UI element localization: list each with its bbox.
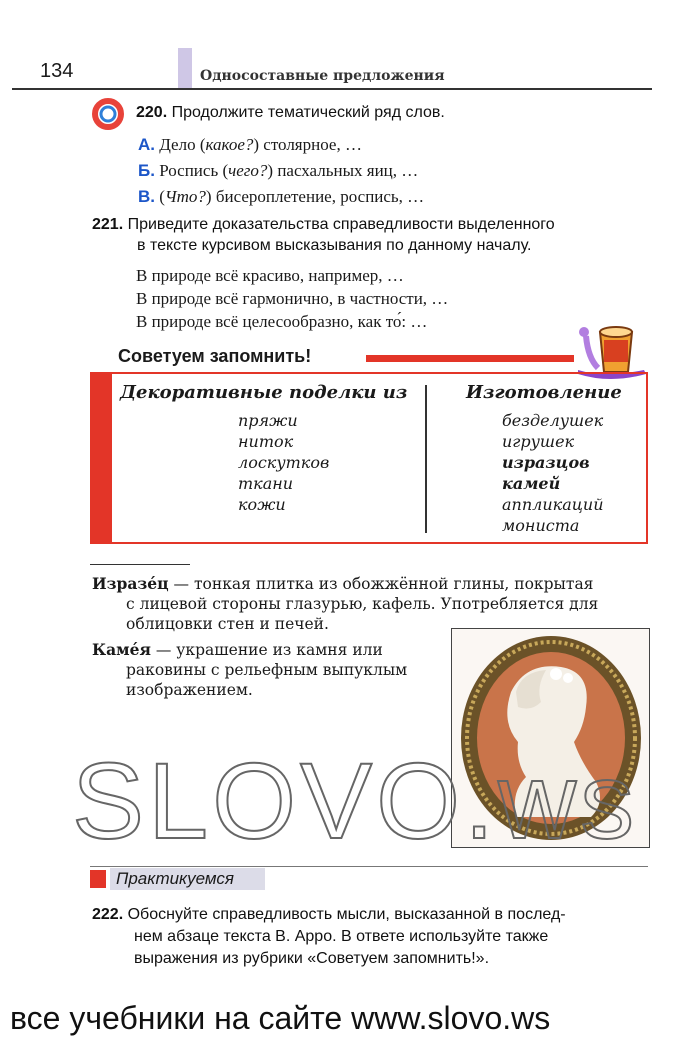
exercise-222-line3: выражения из рубрики «Советуем запомнить!». (134, 950, 490, 967)
memo-right-item: мониста (502, 516, 580, 535)
memo-left-item: пряжи (238, 411, 298, 430)
ex220-c-question: Что? (164, 187, 206, 206)
exercise-222-text1: Обоснуйте справедливость мысли, высказанной в послед- (127, 906, 566, 923)
ex221-line-1: В природе всё красиво, например, … (136, 266, 404, 285)
ex220-a-text1: Дело ( (159, 135, 206, 154)
letter-b: Б. (138, 161, 155, 180)
footer-site-caption: все учебники на сайте www.slovo.ws (10, 1000, 551, 1036)
exercise-222-line2: нем абзаце текста В. Арро. В ответе используйте также (134, 928, 549, 945)
page-number: 134 (40, 60, 74, 82)
izrazets-line2: с лицевой стороны глазурью, кафель. Употребляется для (126, 595, 599, 613)
section-title: Односоставные предложения (200, 68, 445, 84)
memo-left-heading: Декоративные поделки из (120, 382, 408, 403)
kameya-line2: раковины с рельефным выпуклым (126, 661, 408, 679)
exercise-220-heading (136, 104, 445, 122)
exercise-220-number: 220. (136, 104, 168, 121)
ex220-b-text2: ) пасхальных яиц, … (267, 161, 419, 180)
ex220-c-text1: ( (159, 187, 165, 206)
definitions-rule (90, 564, 190, 565)
slovo-watermark: SLOVO.ws (72, 740, 639, 861)
ex220-a-text2: ) столярное, … (253, 135, 362, 154)
ex220-line-a (138, 134, 362, 156)
izrazets-line3: облицовки стен и печей. (126, 615, 329, 633)
exercise-221-heading (92, 216, 652, 234)
practice-square (90, 870, 106, 888)
memo-right-item: безделушек (502, 411, 604, 430)
definition-izrazets (92, 574, 652, 634)
term-kameya: Каме́я (92, 640, 151, 659)
ex220-c-text2: ) бисероплетение, роспись, … (205, 187, 425, 206)
memo-left-item: лоскутков (238, 453, 330, 472)
memo-right-heading: Изготовление (466, 382, 622, 403)
memo-right-list (502, 410, 604, 536)
ex221-line-2: В природе всё гармонично, в частности, … (136, 289, 449, 308)
izrazets-line1: — тонкая плитка из обожжённой глины, покрытая (168, 575, 594, 593)
definition-kameya (92, 640, 442, 700)
memo-title-bar (366, 355, 574, 362)
exercise-220-task: Продолжите тематический ряд слов. (171, 104, 445, 121)
ex220-b-question: чего? (228, 161, 268, 180)
memo-right-item: изразцов (502, 453, 590, 472)
exercise-221-task-line1: Приведите доказательства справедливости выделенного (127, 216, 555, 233)
letter-a: А. (138, 135, 155, 154)
exercise-222-line1 (92, 906, 652, 924)
task-ring-icon (92, 98, 124, 130)
header-tab-marker (178, 48, 192, 88)
memo-divider (425, 385, 427, 533)
exercise-221-task-line2: в тексте курсивом высказывания по данному началу. (137, 237, 532, 254)
kameya-line3: изображением. (126, 681, 253, 699)
memo-left-bar (90, 372, 112, 544)
practice-rule (90, 866, 648, 867)
memo-right-item: игрушек (502, 432, 575, 451)
exercise-222-number: 222. (92, 906, 124, 923)
practice-title: Практикуемся (116, 869, 234, 888)
ex221-line-3: В природе всё целесообразно, как то́: … (136, 312, 428, 331)
memo-right-item: аппликаций (502, 495, 604, 514)
memo-left-item: ниток (238, 432, 294, 451)
memo-left-list (238, 410, 329, 515)
memo-right-item: камей (502, 474, 561, 493)
memo-left-item: ткани (238, 474, 294, 493)
memo-title: Советуем запомнить! (118, 346, 312, 366)
exercise-221-number: 221. (92, 216, 124, 233)
letter-v: В. (138, 187, 155, 206)
ex220-line-c (138, 186, 424, 208)
ex220-line-b (138, 160, 418, 182)
snail-mascot-icon (574, 318, 654, 380)
memo-left-item: кожи (238, 495, 286, 514)
ex220-b-text1: Роспись ( (159, 161, 229, 180)
ex220-a-question: какое? (205, 135, 254, 154)
term-izrazets: Изразе́ц (92, 574, 169, 593)
kameya-line1: — украшение из камня или (150, 641, 383, 659)
header-rule (12, 88, 652, 90)
